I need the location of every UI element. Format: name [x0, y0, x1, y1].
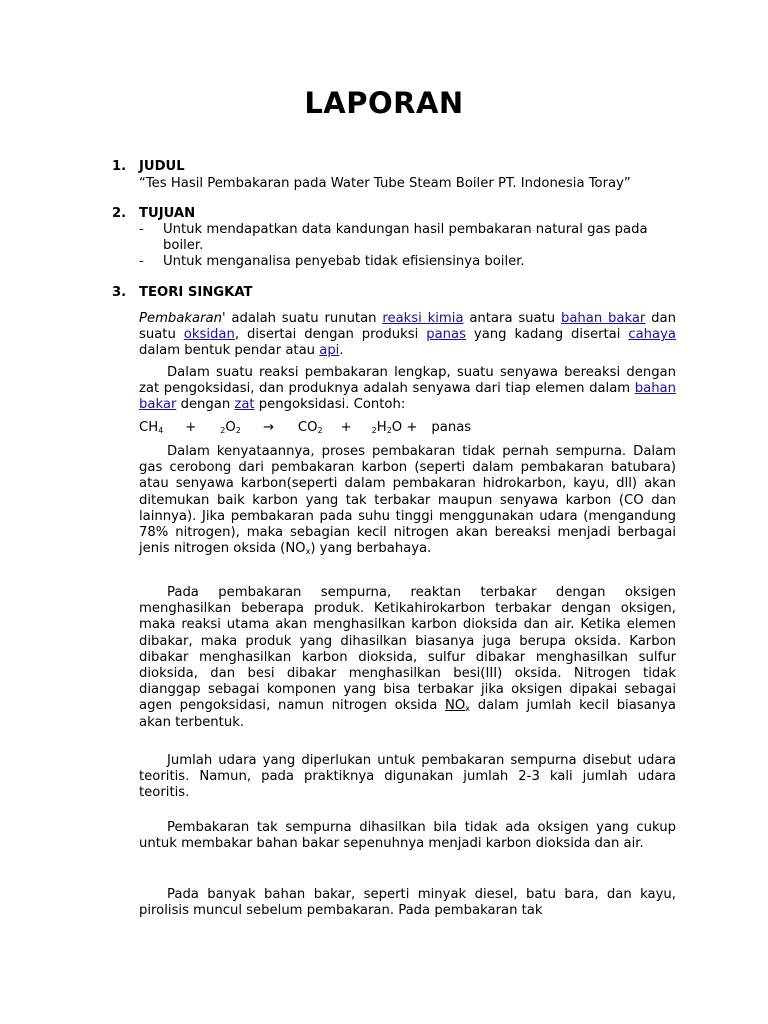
section-heading-text: TEORI SINGKAT — [139, 285, 253, 300]
text-run: NO — [445, 698, 466, 714]
subscript: 4 — [158, 426, 164, 435]
list-dash: - — [139, 222, 144, 237]
text-run: Pada pembakaran sempurna, reaktan terbakar dengan oksigen menghasilkan beberapa produk. Ketikahirokarbon terbakar dengan oksigen, maka reaksi utama akan menghasilkan karbon dioksida dan air. Ketika elemen dibakar, maka produk yang dihasilkan biasanya juga berupa oksida. Karbon dibakar menghasilkan karbon dioksida, sulfur dibakar menghasilkan sulfur dioksida, dan besi dibakar menghasilkan besi(III) oksida. Nitrogen tidak dianggap sebagai komponen yang bisa terbakar jika oksigen dipakai sebagai agen pengoksidasi, namun nitrogen oksida — [139, 585, 676, 714]
section-number: 3. — [112, 285, 127, 300]
subscript: x — [305, 547, 311, 557]
formula-ch: CH — [139, 420, 159, 435]
text-run: antara suatu — [463, 311, 561, 326]
teori-paragraph-3 — [139, 444, 676, 557]
subscript: 2 — [235, 426, 241, 435]
link-cahaya[interactable]: cahaya — [628, 327, 676, 343]
tujuan-list — [139, 222, 679, 270]
teori-paragraph-7 — [139, 887, 676, 919]
text-run: ' adalah suatu runutan — [221, 311, 383, 326]
text-run: . — [339, 343, 344, 359]
formula-o-plus: O + — [391, 420, 418, 435]
section-number: 2. — [112, 206, 127, 221]
coefficient: 2 — [220, 426, 226, 435]
section-teori-heading — [112, 285, 253, 301]
list-item — [139, 222, 679, 254]
page-title: LAPORAN — [304, 86, 464, 120]
panas-label: panas — [431, 420, 472, 435]
text-run: ) yang berbahaya. — [310, 541, 432, 557]
text-run: dengan — [176, 397, 235, 413]
subscript: 2 — [317, 426, 323, 435]
text-run: dan suatu — [139, 311, 676, 343]
paragraph: Pembakaran tak sempurna dihasilkan bila tidak ada oksigen yang cukup untuk membakar bahan bakar sepenuhnya menjadi karbon dioksida dan air. — [139, 820, 676, 852]
subscript: 2 — [386, 426, 392, 435]
text-run: dalam bentuk pendar atau — [139, 343, 320, 359]
link-api[interactable]: api — [319, 343, 340, 359]
section-heading-text: JUDUL — [139, 159, 185, 174]
coefficient: 2 — [371, 426, 377, 435]
subscript: x — [465, 704, 470, 714]
list-item-text: Untuk mendapatkan data kandungan hasil pembakaran natural gas pada boiler. — [163, 222, 648, 253]
reaction-arrow: → — [262, 420, 274, 435]
plus-sign: + — [185, 420, 197, 435]
teori-paragraph-5 — [139, 753, 676, 802]
paragraph: Jumlah udara yang diperlukan untuk pembakaran sempurna disebut udara teoritis. Namun, pada praktiknya digunakan jumlah 2-3 kali jumlah udara teoritis. — [139, 753, 676, 801]
paragraph — [139, 311, 676, 360]
judul-text: “Tes Hasil Pembakaran pada Water Tube Steam Boiler PT. Indonesia Toray” — [139, 176, 631, 191]
term-pembakaran: Pembakaran — [139, 311, 222, 326]
list-item — [139, 254, 679, 270]
link-panas[interactable]: panas — [426, 327, 466, 343]
paragraph — [139, 365, 676, 414]
text-run: yang kadang disertai — [465, 327, 629, 343]
teori-paragraph-2 — [139, 365, 676, 414]
teori-paragraph-6 — [139, 820, 676, 852]
plus-sign: + — [340, 420, 352, 435]
formula-o: O — [225, 420, 236, 435]
link-zat[interactable]: zat — [234, 397, 255, 413]
teori-paragraph-4 — [139, 585, 676, 731]
section-tujuan-heading — [112, 206, 195, 222]
list-dash: - — [139, 254, 144, 269]
link-bahan-bakar[interactable]: bahan bakar — [560, 311, 646, 326]
text-run: dalam jumlah kecil biasanya akan terbentuk. — [139, 698, 677, 730]
paragraph — [139, 585, 676, 731]
text-run: pengoksidasi. Contoh: — [254, 397, 406, 413]
section-heading-text: TUJUAN — [139, 206, 196, 221]
teori-paragraph-1 — [139, 311, 676, 360]
text-run: Dalam kenyataannya, proses pembakaran tidak pernah sempurna. Dalam gas cerobong dari pembakaran karbon (seperti dalam pembakaran batubara) atau senyawa karbon(seperti dalam pembakaran hidrokarbon, kayu, dll) akan ditemukan baik karbon yang tak terbakar maupun senyawa karbon (CO dan lainnya). Jika pembakaran pada suhu tinggi menggunakan udara (mengandung 78% nitrogen), maka sebagian kecil nitrogen akan bereaksi menjadi berbagai jenis nitrogen oksida (NO — [139, 444, 676, 557]
nox-term — [445, 698, 470, 713]
formula-h: H — [376, 420, 387, 435]
section-number: 1. — [112, 159, 127, 174]
list-item-text: Untuk menganalisa penyebab tidak efisiensinya boiler. — [163, 254, 525, 269]
text-run: Dalam suatu reaksi pembakaran lengkap, suatu senyawa bereaksi dengan zat pengoksidasi, dan produknya adalah senyawa dari tiap elemen dalam — [139, 365, 676, 397]
paragraph — [139, 444, 676, 557]
combustion-equation — [139, 420, 471, 436]
paragraph: Pada banyak bahan bakar, seperti minyak diesel, batu bara, dan kayu, pirolisis muncul sebelum pembakaran. Pada pembakaran tak — [139, 887, 676, 919]
link-oksidan[interactable]: oksidan — [183, 327, 235, 343]
formula-co: CO — [297, 420, 318, 435]
link-reaksi-kimia[interactable]: reaksi kimia — [382, 311, 464, 326]
link-bahan-bakar[interactable]: bahan bakar — [139, 381, 676, 413]
section-judul-heading — [112, 159, 185, 175]
text-run: , disertai dengan produksi — [234, 327, 427, 343]
